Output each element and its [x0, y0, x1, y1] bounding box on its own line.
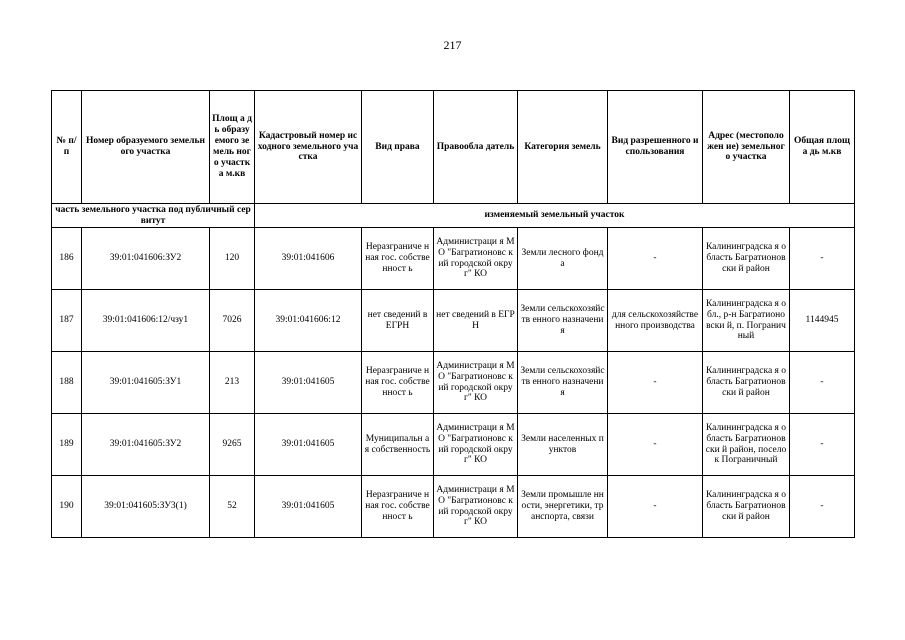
table-header-row: [52, 91, 855, 204]
cell-land-category: Земли лесного фонда: [518, 228, 608, 290]
cell-total-area: 1144945: [790, 290, 855, 352]
cell-plot-number: 39:01:041605:ЗУ3(1): [82, 476, 210, 538]
cell-number: 186: [52, 228, 82, 290]
cell-right-type: Неразграниче нная гос. собственност ь: [362, 228, 434, 290]
cell-area: 52: [210, 476, 255, 538]
cell-holder: Администраци я МО "Багратионовс кий городской округ" КО: [434, 352, 518, 414]
cell-permitted-use: -: [608, 414, 703, 476]
cell-address: Калининградска я область Багратионовски й район: [703, 352, 790, 414]
cell-land-category: Земли промышле нности, энергетики, транспорта, связи: [518, 476, 608, 538]
table-row: [52, 228, 855, 290]
cell-plot-number: 39:01:041605:ЗУ2: [82, 414, 210, 476]
cell-source-cadastral: 39:01:041606:12: [255, 290, 362, 352]
section-row: [52, 204, 855, 228]
cell-land-category: Земли сельскохозяйств енного назначения: [518, 290, 608, 352]
cell-area: 9265: [210, 414, 255, 476]
cell-plot-number: 39:01:041606:12/чзу1: [82, 290, 210, 352]
cell-land-category: Земли населенных пунктов: [518, 414, 608, 476]
cell-source-cadastral: 39:01:041605: [255, 414, 362, 476]
table-row: [52, 352, 855, 414]
header-cell-total-area: Общая площа дь м.кв: [790, 91, 855, 204]
cell-total-area: -: [790, 414, 855, 476]
header-cell-right-type: Вид права: [362, 91, 434, 204]
cell-number: 189: [52, 414, 82, 476]
cell-holder: Администраци я МО "Багратионовс кий городской округ" КО: [434, 414, 518, 476]
cell-right-type: Муниципальн ая собственность: [362, 414, 434, 476]
land-plots-table: [51, 90, 855, 538]
section-label-modified-plot: изменяемый земельный участок: [255, 204, 855, 228]
header-cell-land-category: Категория земель: [518, 91, 608, 204]
cell-area: 213: [210, 352, 255, 414]
cell-plot-number: 39:01:041605:ЗУ1: [82, 352, 210, 414]
cell-permitted-use: -: [608, 352, 703, 414]
table-row: [52, 414, 855, 476]
table-row: [52, 290, 855, 352]
cell-total-area: -: [790, 352, 855, 414]
cell-address: Калининградска я область Багратионовски й район, поселок Пограничный: [703, 414, 790, 476]
cell-right-type: Неразграниче нная гос. собственност ь: [362, 352, 434, 414]
header-cell-area: Площ а дь образу емого земель ного участк а м.кв: [210, 91, 255, 204]
cell-area: 120: [210, 228, 255, 290]
cell-number: 187: [52, 290, 82, 352]
header-cell-source-cadastral: Кадастровый номер исходного земельного участка: [255, 91, 362, 204]
cell-right-type: Неразграниче нная гос. собственност ь: [362, 476, 434, 538]
cell-permitted-use: для сельскохозяйстве нного производства: [608, 290, 703, 352]
header-cell-plot-number: Номер образуемого земельного участка: [82, 91, 210, 204]
cell-address: Калининградска я область Багратионовски й район: [703, 228, 790, 290]
header-cell-permitted-use: Вид разрешенного использования: [608, 91, 703, 204]
cell-address: Калининградска я область Багратионовски й район: [703, 476, 790, 538]
cell-area: 7026: [210, 290, 255, 352]
cell-holder: нет сведений в ЕГРН: [434, 290, 518, 352]
cell-plot-number: 39:01:041606:ЗУ2: [82, 228, 210, 290]
cell-source-cadastral: 39:01:041606: [255, 228, 362, 290]
cell-number: 190: [52, 476, 82, 538]
cell-source-cadastral: 39:01:041605: [255, 476, 362, 538]
cell-land-category: Земли сельскохозяйств енного назначения: [518, 352, 608, 414]
cell-total-area: -: [790, 228, 855, 290]
cell-total-area: -: [790, 476, 855, 538]
table-row: [52, 476, 855, 538]
header-cell-number: № п/п: [52, 91, 82, 204]
header-cell-address: Адрес (местоположен ие) земельного участка: [703, 91, 790, 204]
page-number: 217: [443, 38, 462, 52]
cell-permitted-use: -: [608, 228, 703, 290]
section-label-servitude: часть земельного участка под публичный сервитут: [52, 204, 255, 228]
cell-right-type: нет сведений в ЕГРН: [362, 290, 434, 352]
header-cell-holder: Правообла датель: [434, 91, 518, 204]
cell-permitted-use: -: [608, 476, 703, 538]
cell-number: 188: [52, 352, 82, 414]
cell-holder: Администраци я МО "Багратионовс кий городской округ" КО: [434, 228, 518, 290]
cell-source-cadastral: 39:01:041605: [255, 352, 362, 414]
cell-address: Калининградска я обл., р-н Багратионовски й, п. Пограничный: [703, 290, 790, 352]
cell-holder: Администраци я МО "Багратионовс кий городской округ" КО: [434, 476, 518, 538]
